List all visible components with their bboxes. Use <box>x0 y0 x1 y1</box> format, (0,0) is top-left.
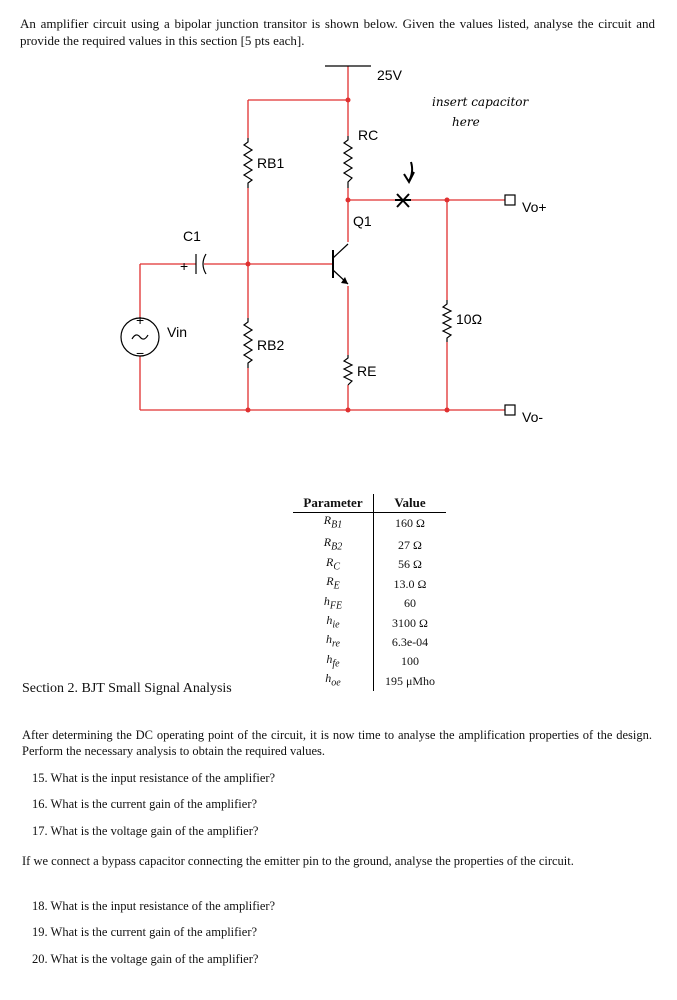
bypass-paragraph: If we connect a bypass capacitor connecting the emitter pin to the ground, analyse the properties of the circuit. <box>22 854 574 868</box>
load-label: 10Ω <box>456 311 483 327</box>
param-symbol: h <box>326 612 333 627</box>
q1-label: Q1 <box>353 213 372 229</box>
question-18: 18. What is the input resistance of the amplifier? <box>32 899 276 913</box>
annotation-arrow-head <box>404 172 414 182</box>
param-subscript: B2 <box>331 541 343 553</box>
rb2-resistor <box>244 318 252 368</box>
param-symbol: h <box>323 593 330 608</box>
section-paragraph: After determining the DC operating point of the circuit, it is now time to analyse the amplification properties of the design. Perform the necessary analysis to obtain the required values. <box>22 728 652 758</box>
rb1-resistor <box>244 138 252 188</box>
param-symbol: h <box>325 671 332 686</box>
param-value: 195 μMho <box>384 673 436 688</box>
param-subscript: B1 <box>331 519 343 531</box>
section-title: Section 2. BJT Small Signal Analysis <box>22 681 232 696</box>
question-19: 19. What is the current gain of the amplifier? <box>32 925 258 939</box>
c1-plus-label: + <box>180 258 189 274</box>
table-row <box>293 574 446 593</box>
supply-label: 25V <box>377 67 402 83</box>
vin-plus-label: + <box>136 312 145 328</box>
rc-label: RC <box>358 127 379 143</box>
table-row <box>293 594 446 613</box>
param-value: 3100 Ω <box>392 615 428 630</box>
question-16: 16. What is the current gain of the amplifier? <box>32 797 258 811</box>
param-value: 100 <box>401 654 419 669</box>
param-value: 56 Ω <box>398 557 422 572</box>
param-value: 60 <box>404 596 416 611</box>
vin-sine <box>132 335 148 339</box>
param-value: 27 Ω <box>398 538 422 553</box>
param-symbol: R <box>326 574 334 589</box>
param-subscript: FE <box>329 599 343 611</box>
param-subscript: C <box>333 561 340 573</box>
c1-label: C1 <box>183 228 201 244</box>
param-value: 13.0 Ω <box>393 576 427 591</box>
table-row <box>293 613 446 632</box>
vo-minus-label: Vo- <box>522 409 544 425</box>
vo-minus-terminal <box>505 405 515 415</box>
param-subscript: re <box>332 638 340 650</box>
handwritten-note-line2: here <box>452 115 480 129</box>
param-subscript: E <box>333 580 340 592</box>
vo-plus-label: Vo+ <box>522 199 547 215</box>
param-value: 160 Ω <box>395 515 425 530</box>
rb1-label: RB1 <box>257 155 285 171</box>
table-row <box>293 532 446 554</box>
intro-paragraph: An amplifier circuit using a bipolar junction transitor is shown below. Given the values listed, analyse the circuit and provide the required values in this section [5 pts each]. <box>20 16 655 48</box>
handwritten-note-line1: insert capacitor <box>432 95 529 109</box>
param-subscript: oe <box>331 677 341 689</box>
q1-collector-lead <box>333 244 348 258</box>
table-row <box>293 652 446 671</box>
table-row <box>293 671 446 690</box>
header-value: Value <box>374 494 447 513</box>
param-subscript: ie <box>332 619 340 631</box>
vo-plus-terminal <box>505 195 515 205</box>
question-17: 17. What is the voltage gain of the amplifier? <box>32 824 259 838</box>
table-row <box>293 555 446 574</box>
rb2-label: RB2 <box>257 337 285 353</box>
parameter-table <box>293 494 446 691</box>
param-symbol: h <box>326 651 333 666</box>
load-resistor <box>443 300 451 342</box>
param-symbol: h <box>326 632 333 647</box>
question-20: 20. What is the voltage gain of the amplifier? <box>32 952 259 966</box>
question-15: 15. What is the input resistance of the amplifier? <box>32 771 276 785</box>
rc-resistor <box>344 136 352 188</box>
param-subscript: fe <box>332 658 340 670</box>
table-row <box>293 632 446 651</box>
param-symbol: R <box>325 554 334 569</box>
param-symbol: R <box>323 535 332 550</box>
table-row <box>293 513 446 533</box>
vin-label: Vin <box>167 324 187 340</box>
re-label: RE <box>357 363 377 379</box>
vin-minus-label: − <box>136 345 145 361</box>
param-value: 6.3e-04 <box>391 635 429 650</box>
param-symbol: R <box>323 513 332 527</box>
circuit-diagram <box>0 0 677 480</box>
header-parameter: Parameter <box>293 494 374 513</box>
re-resistor <box>344 355 352 385</box>
